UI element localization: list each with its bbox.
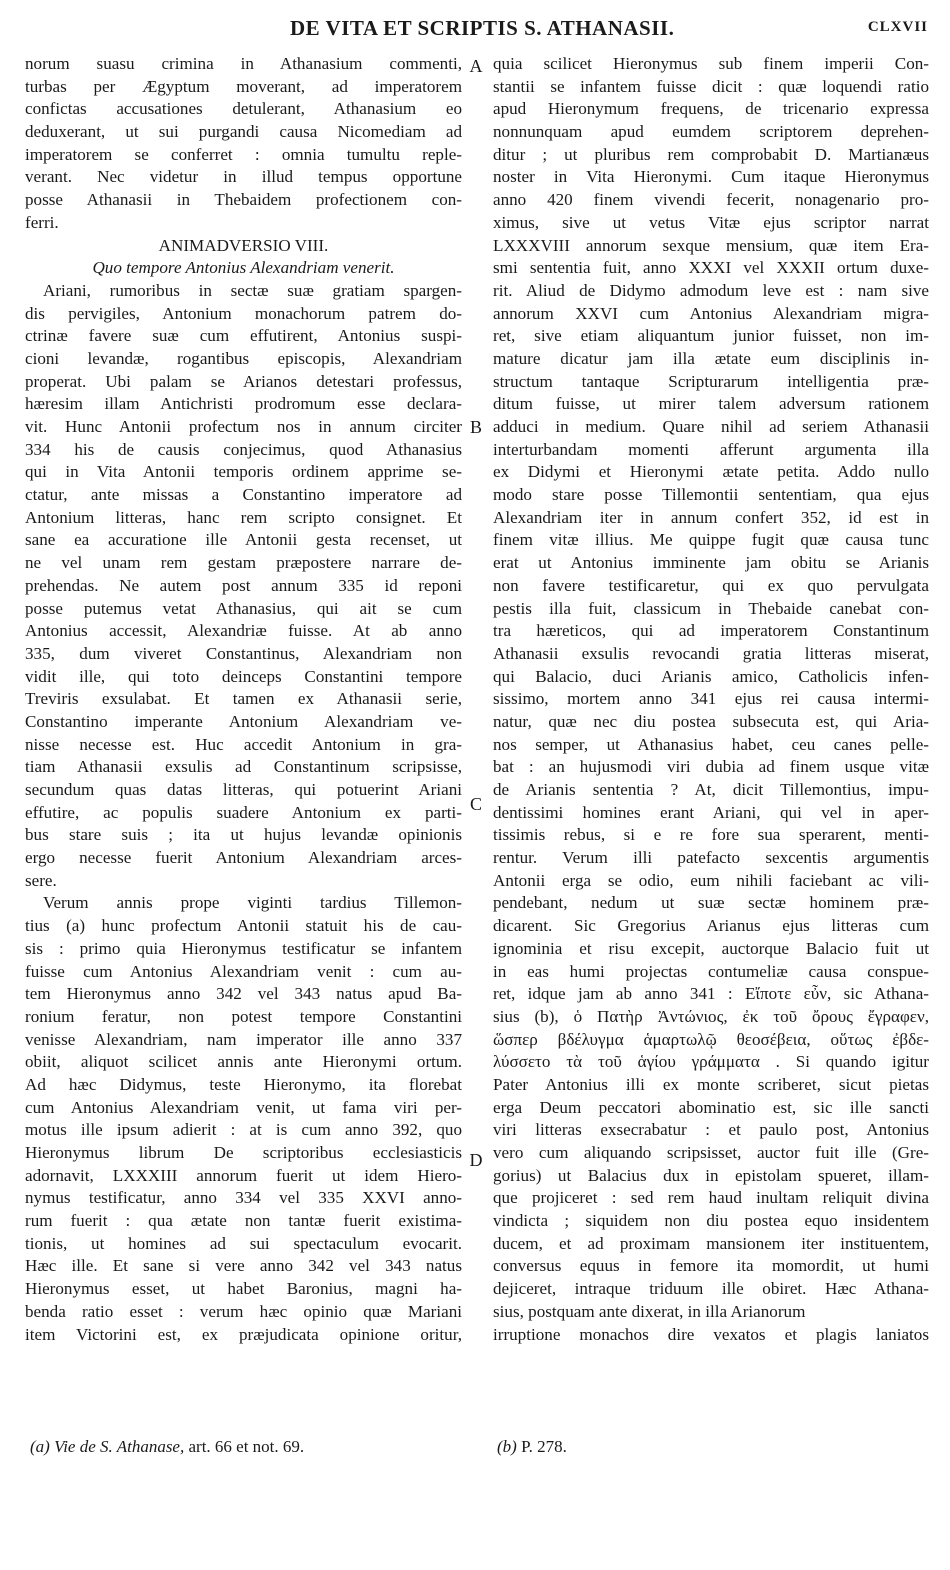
text-line: quia scilicet Hieronymus sub finem imperii Con- [493,54,929,73]
text-line: 334 his de causis conjecimus, quod Athanasius [25,439,462,459]
running-title: DE VITA ET SCRIPTIS S. ATHANASII. [290,16,675,40]
text-line: ignominia et risu excepit, auctorque Balacio fuit ut [493,938,929,958]
text-line: sis : primo quia Hieronymus testificatur se infantem [25,938,462,958]
text-line: Athanasii exsulis revocandi gratia litteras miserat, [493,643,929,663]
text-line: smi sententia fuit, anno XXXI vel XXXII ortum duxe- [493,258,929,278]
text-line: vero cum aliquando scripsisset, auctor fuit ille (Gre- [493,1143,929,1162]
text-line: ctatur, ante missas a Constantino imperatore ad [25,485,462,505]
text-line: nos semper, ut Athanasius habet, ceu canes pelle- [493,734,929,754]
text-line: vit. Hunc Antonii profectum nos in annum circiter [25,417,462,436]
text-line: erat ut Antonius imminente jam obitu se Arianis [493,553,929,573]
text-line: que projiceret : sed rem haud inultam reliquit divina [493,1188,929,1208]
text-line: sane ea accuratione ille Antonii gesta recenset, ut [25,530,462,550]
text-line: finem vitæ illius. Me quippe fugit quæ causa tunc [493,530,929,550]
text-line: Hieronymus librum De scriptoribus ecclesiasticis [25,1143,462,1162]
text-line: 335, dum viveret Constantinus, Alexandriam non [25,643,462,663]
text-line: obiit, aliquot scilicet annis ante Hieronymi ortum. [25,1052,462,1072]
footnote-a [30,1437,304,1457]
text-line: conversus equus in femore ita momordit, ut humi [493,1256,929,1276]
footnote-b-mark: (b) [497,1437,517,1456]
text-line: vidit ille, qui toto deinceps Constantini tempore [25,666,462,686]
text-line: structum tantaque Scripturarum intelligentia præ- [493,371,929,391]
footnote-a-title: Vie de S. Athanase, [54,1437,185,1456]
text-line: properat. Ubi palam se Arianos detestari professus, [25,371,462,391]
page-number: CLXVII [867,19,928,35]
text-line: qui in Vita Antonii temporis ordinem apprime se- [25,462,462,482]
text-line: dejiceret, intraque triduum ille obiret. Hæc Athana- [493,1279,929,1299]
text-line: turbas per Ægyptum moverant, ad imperatorem [25,76,462,96]
footnote-b-text: P. 278. [516,1437,567,1456]
text-line: λύσσετο τὰ τοῦ ἁγίου γράμματα . Si quando igitur [493,1052,929,1072]
margin-letter-c: C [469,794,482,814]
text-line: motus ille ipsum adierit : at is cum anno 392, quo [25,1120,462,1140]
text-line: ergo necesse fuerit Antonium Alexandriam arces- [25,848,462,868]
text-line: irruptione monachos dire vexatos et plagis laniatos [493,1324,929,1344]
text-line: adornavit, LXXXIII annorum fuerit ut idem Hiero- [25,1165,462,1185]
text-line: pestis illa fuit, classicum in Thebaide canebat con- [493,598,929,618]
text-line: sius (b), ὁ Πατὴρ Ἀντώνιος, ἐκ τοῦ ὄρους ἔγραφεν, [493,1006,929,1026]
text-line: natur, quæ nec diu postea subsecuta est, qui Aria- [493,711,929,731]
text-line: rit. Aliud de Didymo admodum leve est : nam sive [493,280,929,300]
text-line: mature dicatur jam illa ætate eum disciplinis in- [493,348,929,368]
text-line: ximus, sive ut vetus Vitæ ejus scriptor narrat [493,212,929,232]
footnote-a-text: art. 66 et not. 69. [184,1437,305,1456]
text-line: qui Balacio, duci Arianis amico, Catholicis infen- [493,666,929,686]
text-line: Antonii erga se odio, eum nihili faciebant ac vili- [493,870,929,890]
text-line: ne vel unam rem gestam præpostere narrare de- [25,553,462,573]
text-line: rum fuerit : qua ætate non tantæ fuerit existima- [25,1211,462,1231]
text-line: non favere testificaretur, qui ex quo pervulgata [493,575,929,595]
text-line: Hieronymus esset, ut habet Baronius, magni ha- [25,1279,462,1299]
text-line: annorum XXVI cum Antonius Alexandriam migra- [493,303,929,323]
text-line: prehendas. Ne autem post annum 335 id reponi [25,575,462,595]
text-line: Antonius accessit, Alexandriæ fuisse. At ab anno [25,621,462,641]
text-line: item Victorini est, ex præjudicata opinione oritur, [25,1324,462,1344]
text-line: confictas accusationes detulerant, Athanasium eo [25,99,462,119]
right-column [493,53,929,1346]
text-line: tra hæreticos, qui ad imperatorem Constantinum [493,621,929,641]
text-line: ronium feratur, non potest tempore Constantini [25,1006,462,1026]
text-line: de Arianis sententia ? At, dicit Tillemontius, impu- [493,780,929,799]
text-line: verant. Nec videtur in illud tempus opportune [25,167,462,187]
text-line: tionis, ut homines ad sui spectaculum evocarit. [25,1233,462,1253]
text-line: viri litteras exsecrabatur : et paulo post, Antonius [493,1120,929,1140]
text-line: ditur ; ut pluribus rem comprobabit D. Martianæus [493,144,929,164]
text-line: ret, idque jam ab anno 341 : Εἴποτε εὖν, sic Athana- [493,984,929,1004]
text-line: hæresim illam Antichristi prodromum esse declara- [25,394,462,414]
text-line: apud Hieronymum frequens, de tricenario expressa [493,99,929,119]
text-line: Ariani, rumoribus in sectæ suæ gratiam spargen- [43,280,462,300]
text-line: Pater Antonius illi ex monte scriberet, sicut pietas [493,1074,929,1094]
running-header [0,16,950,46]
text-line: ex Didymi et Hieronymi ætate petita. Addo nullo [493,462,929,482]
footnote-a-mark: (a) [30,1437,50,1456]
text-line: Hæc ille. Et sane si vere anno 342 vel 343 natus [25,1256,462,1276]
text-line: Antonium litteras, hanc rem scripto consignet. Et [25,507,462,527]
text-line: dicarent. Sic Gregorius Arianus ejus litteras cum [493,916,929,936]
text-line: sissimo, mortem anno 341 ejus rei causa intermi- [493,689,929,709]
text-line: venisse Alexandriam, nam imperator ille anno 337 [25,1029,462,1049]
margin-letter-d: D [469,1150,483,1170]
text-line: deduxerant, ut sui purgandi causa Nicomediam ad [25,122,462,142]
text-line: ferri. [25,212,59,232]
margin-letter-a: A [469,56,483,76]
text-line: stantii se infantem fuisse dicit : quæ loquendi ratio [493,76,929,96]
text-line: fuisse cum Antonius Alexandriam venit : cum au- [25,961,462,981]
text-line: cum Antonius Alexandriam venit, ut fama viri per- [25,1097,462,1117]
text-line: erga Deum peccatori abominatio est, sic ille sancti [493,1097,929,1117]
text-line: tiam Athanasii exsulis ad Constantinum scripsisse, [25,757,462,777]
text-line: effutire, ac populis suadere Antonium ex parti- [25,802,462,822]
text-line: vindicta ; siquidem non diu postea equo insidentem [493,1211,929,1231]
text-line: nisse necesse est. Huc accedit Antonium in gra- [25,734,462,754]
text-line: ducem, et ad proximam mansionem iter instituentem, [493,1233,929,1253]
text-line: tius (a) hunc profectum Antonii statuit his de cau- [25,916,462,936]
text-line: bat : an hujusmodi viri dubia ad finem usque vitæ [493,757,929,777]
text-line: sius, postquam ante dixerat, in illa Arianorum [493,1301,806,1321]
text-line: tem Hieronymus anno 342 vel 343 natus apud Ba- [25,984,462,1004]
text-line: nymus testificatur, anno 334 vel 335 XXVI anno- [25,1188,462,1208]
text-line: Verum annis prope viginti tardius Tillemon- [43,893,462,913]
text-line: adduci in medium. Quare nihil ad seriem Athanasii [493,417,929,436]
text-line: ANIMADVERSIO VIII. [158,235,329,255]
text-line: benda ratio esset : verum hæc opinio quæ Mariani [25,1301,462,1321]
text-line: Treviris exsulabat. Et tamen ex Athanasii serie, [25,689,462,709]
text-line: rentur. Verum illi patefacto sexcentis argumentis [493,848,929,868]
margin-letter-b: B [469,417,482,437]
text-line: Alexandriam iter in annum confert 352, id est in [493,507,929,527]
text-line: dentissimi homines erant Ariani, qui vel in aper- [493,802,929,822]
text-line: Constantino imperante Antonium Alexandriam ve- [25,711,462,731]
text-line: posse putemus vetat Athanasius, qui ait se cum [25,598,462,618]
text-line: ctrinæ favere suæ cum effutirent, Antonius suspi- [25,326,462,346]
text-line: dis pervigiles, Antonium monachorum patrem do- [25,303,462,323]
footnote-b [497,1437,567,1457]
text-line: nonnunquam apud eumdem scriptorem deprehen- [493,122,929,142]
text-line: noster in Vita Hieronymi. Cum itaque Hieronymus [493,167,929,187]
text-line: imperatorem se conferret : omnia tumultu reple- [25,144,462,164]
text-line: posse Athanasii in Thebaidem profectionem con- [25,190,462,210]
text-line: LXXXVIII annorum sexque mensium, quæ item Era- [493,235,929,255]
text-line: secundum quas datas litteras, qui potuerint Ariani [25,780,462,799]
text-line: sere. [25,870,57,890]
text-line: gorius) ut Balacius dux in epistolam spueret, illam- [493,1165,929,1185]
text-line: in eas humi projectas contumeliæ causa conspue- [493,961,929,981]
text-line: tissimis rebus, si e re fore sua sperarent, menti- [493,825,929,845]
text-line: norum suasu crimina in Athanasium commenti, [25,54,462,73]
text-line: ditum fuisse, ut mirer talem adversum rationem [493,394,929,414]
left-column [25,53,462,1346]
text-line: ret, sive etiam aliquantum junior fuisset, non im- [493,326,929,346]
text-line: bus stare suis ; ita ut hujus levandæ opinionis [25,825,462,845]
text-line: interturbandam momenti afferunt argumenta illa [493,439,929,459]
text-line: Ad hæc Didymus, teste Hieronymo, ita florebat [25,1074,462,1094]
text-line: Quo tempore Antonius Alexandriam venerit. [92,258,395,278]
text-line: ὥσπερ βδέλυγμα ἁμαρτωλῷ θεοσέβεια, οὕτως ἐβδε- [493,1029,929,1049]
text-line: anno 420 finem vivendi fecerit, nonagenario pro- [493,190,929,210]
text-line: modo stare posse Tillemontii sententiam, qua ejus [493,485,929,505]
text-line: cioni levandæ, rogantibus episcopis, Alexandriam [25,348,462,368]
text-line: pendebant, nedum ut suæ sectæ hominem præ- [493,893,929,913]
